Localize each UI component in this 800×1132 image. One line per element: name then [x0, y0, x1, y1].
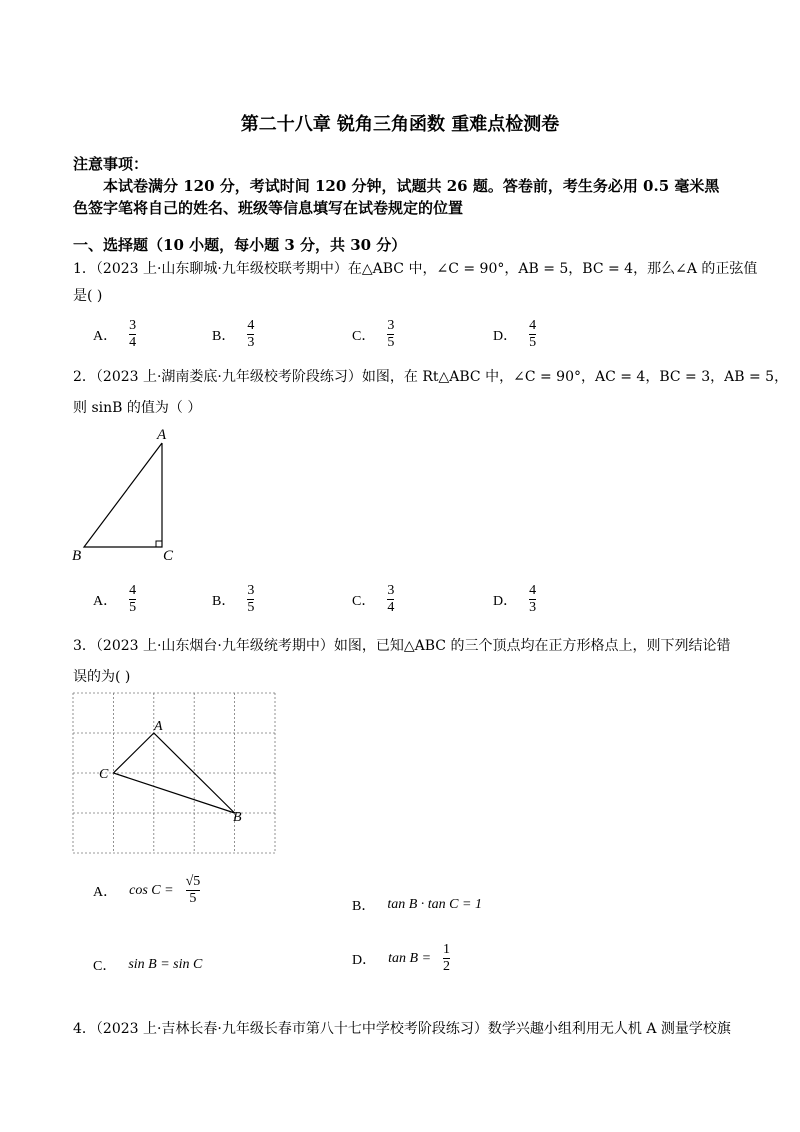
question-3-text: 3．（2023 上·山东烟台·九年级统考期中）如图，已知△ABC 的三个顶点均在正方形格点上，则下列结论错 — [73, 638, 731, 654]
notice-line-1: 本试卷满分 120 分，考试时间 120 分钟，试题共 26 题。答卷前，考生务必用 0.5 毫米黑 — [103, 177, 720, 195]
grid-figure-q3 — [68, 688, 283, 860]
fraction: $\frac{√5}{5}$ — [185, 874, 201, 907]
notice-line-2: 色签字笔将自己的姓名、班级等信息填写在试卷规定的位置 — [73, 199, 464, 217]
vertex-label-a: A — [157, 427, 167, 443]
notice-heading: 注意事项： — [73, 155, 149, 173]
fraction: $\frac{4}{3}$ — [247, 318, 255, 351]
vertex-label-a: A — [154, 719, 163, 734]
vertex-label-c: C — [99, 767, 109, 782]
fraction: $\frac{4}{5}$ — [129, 583, 137, 616]
fraction: $\frac{4}{3}$ — [529, 583, 537, 616]
question-2-text: 2．（2023 上·湖南娄底·九年级校考阶段练习）如图，在 Rt△ABC 中，∠C = 90°，AC = 4，BC = 3，AB = 5， — [73, 369, 789, 385]
fraction: $\frac{3}{5}$ — [247, 583, 255, 616]
q3-option-a[interactable]: A． cos C = $\frac{√5}{5}$ — [93, 874, 201, 907]
q2-option-d[interactable]: D． $\frac{4}{3}$ — [493, 583, 537, 616]
vertex-label-c: C — [163, 548, 174, 564]
q3-option-c[interactable]: C． sin B = sin C — [93, 957, 203, 974]
q1-option-c[interactable]: C． $\frac{3}{5}$ — [352, 318, 395, 351]
q1-option-b[interactable]: B． $\frac{4}{3}$ — [212, 318, 255, 351]
question-1-text: 1．（2023 上·山东聊城·九年级校联考期中）在△ABC 中，∠C = 90°，AB = 5，BC = 4，那么∠A 的正弦值 — [73, 261, 758, 277]
question-3-text-cont: 误的为( ) — [73, 669, 131, 685]
q2-option-c[interactable]: C． $\frac{3}{4}$ — [352, 583, 395, 616]
vertex-label-b: B — [233, 810, 242, 825]
question-4-text: 4．（2023 上·吉林长春·九年级长春市第八十七中学校考阶段练习）数学兴趣小组利用无人机 A 测量学校旗 — [73, 1021, 731, 1037]
vertex-label-b: B — [72, 548, 82, 564]
question-2-text-cont: 则 sinB 的值为（ ） — [73, 400, 202, 416]
q3-option-d[interactable]: D． tan B = $\frac{1}{2}$ — [352, 942, 451, 975]
triangle — [84, 443, 162, 547]
q2-option-a[interactable]: A． $\frac{4}{5}$ — [93, 583, 137, 616]
question-1-text-cont: 是( ) — [73, 288, 103, 304]
page-title: 第二十八章 锐角三角函数 重难点检测卷 — [240, 114, 560, 135]
fraction: $\frac{1}{2}$ — [443, 942, 451, 975]
section-heading: 一、选择题（10 小题，每小题 3 分，共 30 分） — [73, 236, 407, 254]
q3-option-b[interactable]: B． tan B · tan C = 1 — [352, 897, 482, 914]
q1-option-a[interactable]: A． $\frac{3}{4}$ — [93, 318, 137, 351]
fraction: $\frac{3}{5}$ — [387, 318, 395, 351]
q1-option-d[interactable]: D． $\frac{4}{5}$ — [493, 318, 537, 351]
right-angle-mark — [156, 541, 162, 547]
q2-option-b[interactable]: B． $\frac{3}{5}$ — [212, 583, 255, 616]
fraction: $\frac{3}{4}$ — [129, 318, 137, 351]
triangle-figure-q2 — [65, 425, 195, 565]
fraction: $\frac{4}{5}$ — [529, 318, 537, 351]
fraction: $\frac{3}{4}$ — [387, 583, 395, 616]
